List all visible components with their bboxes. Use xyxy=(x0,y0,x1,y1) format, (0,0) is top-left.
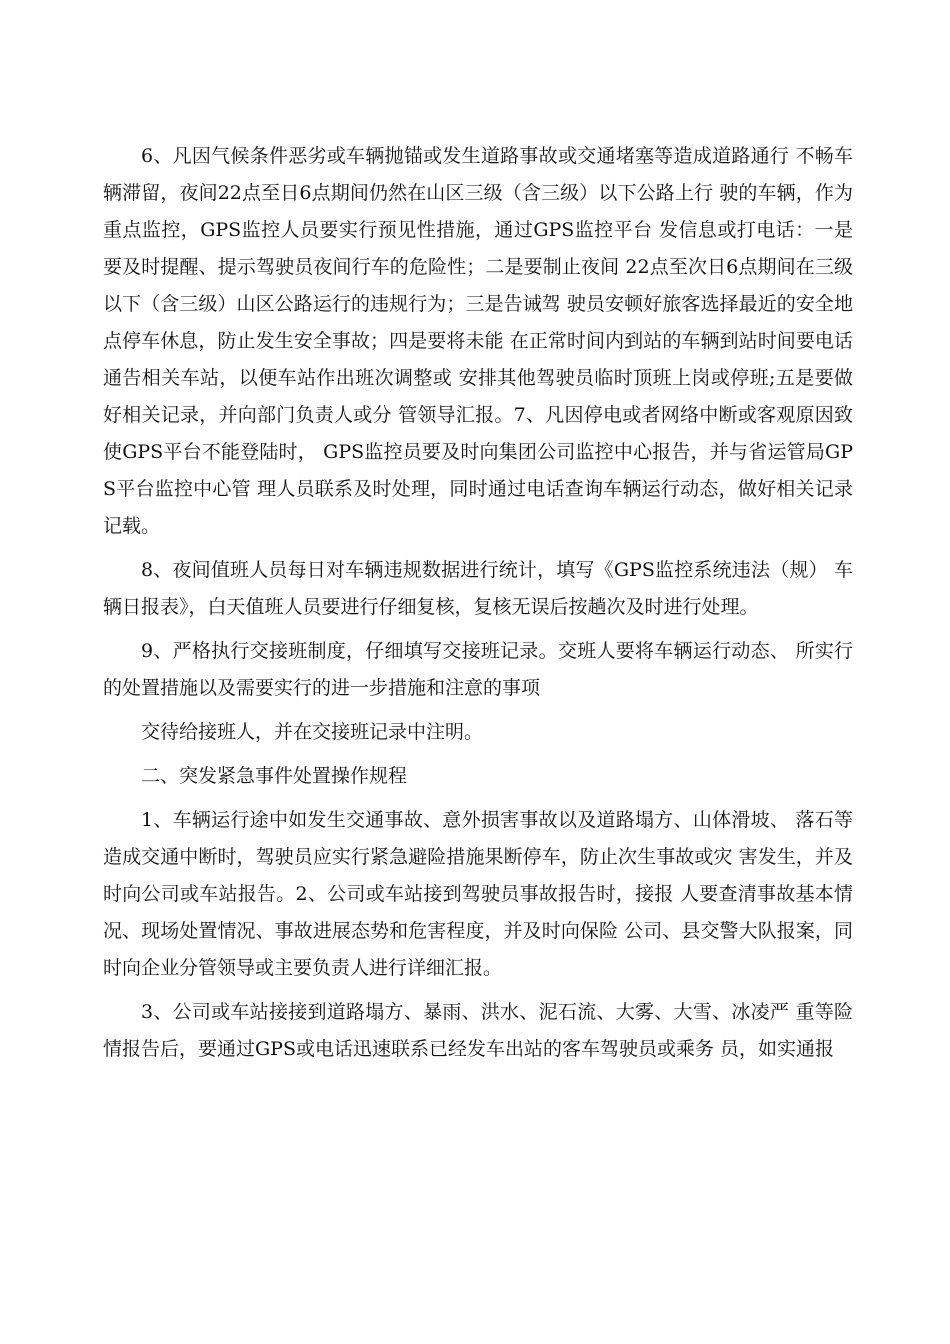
paragraph-item-9: 9、严格执行交接班制度，仔细填写交接班记录。交班人要将车辆运行动态、 所实行的处置措施以及需要实行的进一步措施和注意的事项 xyxy=(103,640,853,699)
paragraph-emergency-1-2: 1、车辆运行途中如发生交通事故、意外损害事故以及道路塌方、山体滑坡、 落石等造成交通中断时，驾驶员应实行紧急避险措施果断停车，防止次生事故或灾 害发生，并及时向公司或车站报告。2、公司或车站接到驾驶员事故报告时，接报 人要查清事故基本情况、现场处置情况、事故进展态势和危害程度，并及时向保险 公司、县交警大队报案，同时向企业分管领导或主要负责人进行详细汇报。 xyxy=(103,809,853,979)
paragraph-emergency-3: 3、公司或车站接接到道路塌方、暴雨、洪水、泥石流、大雾、大雪、冰凌严 重等险情报告后，要通过GPS或电话迅速联系已经发车出站的客车驾驶员或乘务 员，如实通报 xyxy=(103,1001,853,1060)
paragraph-item-8: 8、夜间值班人员每日对车辆违规数据进行统计，填写《GPS监控系统违法（规） 车辆日报表》，白天值班人员要进行仔细复核，复核无误后按趟次及时进行处理。 xyxy=(103,559,853,618)
paragraph-item-6-7: 6、凡因气候条件恶劣或车辆抛锚或发生道路事故或交通堵塞等造成道路通行 不畅车辆滞留，夜间22点至日6点期间仍然在山区三级（含三级）以下公路上行 驶的车辆，作为重点监控，GPS监控人员要实行预见性措施，通过GPS监控平台 发信息或打电话：一是要及时提醒、提示驾驶员夜间行车的危险性；二是要制止夜间 22点至次日6点期间在三级以下（含三级）山区公路运行的违规行为；三是告诫驾 驶员安顿好旅客选择最近的安全地点停车休息，防止发生安全事故；四是要将未能 在正常时间内到站的车辆到站时间要电话通告相关车站，以便车站作出班次调整或 安排其他驾驶员临时顶班上岗或停班;五是要做好相关记录，并向部门负责人或分 管领导汇报。7、凡因停电或者网络中断或客观原因致使GPS平台不能登陆时， GPS监控员要及时向集团公司监控中心报告，并与省运管局GPS平台监控中心管 理人员联系及时处理，同时通过电话查询车辆运行动态，做好相关记录记载。 xyxy=(103,145,853,537)
document-body xyxy=(103,138,853,1075)
paragraph-handover: 交待给接班人，并在交接班记录中注明。 xyxy=(141,721,484,743)
section-heading-emergency: 二、突发紧急事件处置操作规程 xyxy=(141,765,408,787)
